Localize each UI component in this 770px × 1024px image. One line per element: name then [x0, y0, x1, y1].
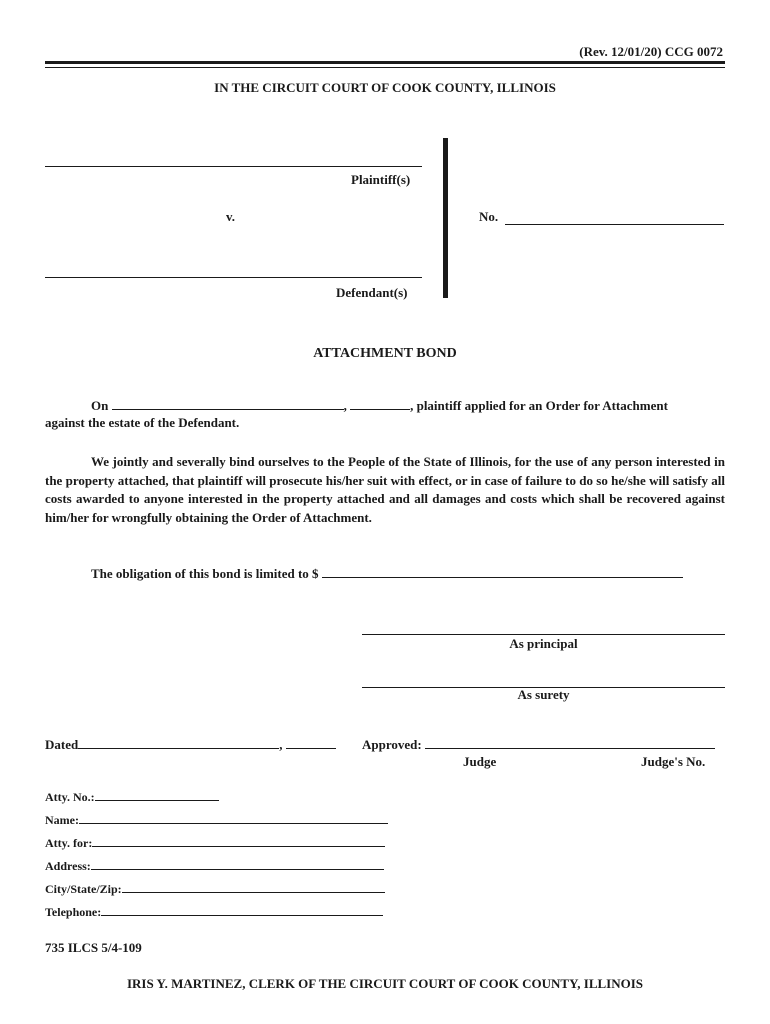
on-date-field[interactable] [112, 397, 344, 410]
address-field[interactable] [91, 857, 384, 870]
plaintiff-label: Plaintiff(s) [351, 172, 411, 187]
address-label: Address: [45, 859, 91, 873]
defendant-label: Defendant(s) [336, 285, 408, 300]
name-row [45, 811, 388, 827]
approved-label: Approved: [362, 737, 422, 752]
on-text: , plaintiff applied for an Order for Attachment [410, 398, 668, 413]
telephone-row [45, 903, 383, 919]
atty-no-field[interactable] [95, 788, 219, 801]
header-rule-thick [45, 61, 725, 64]
on-line [91, 397, 668, 414]
dated-comma: , [279, 737, 283, 752]
atty-for-label: Atty. for: [45, 836, 93, 850]
approved-judge-field[interactable] [425, 736, 715, 749]
plaintiff-field[interactable] [45, 166, 422, 167]
header-rule-thin [45, 67, 725, 68]
statute-reference: 735 ILCS 5/4-109 [45, 940, 142, 955]
city-state-zip-field[interactable] [122, 880, 385, 893]
case-number-label: No. [479, 209, 499, 224]
obligation-line [91, 565, 683, 582]
dated-field[interactable] [78, 736, 279, 749]
telephone-field[interactable] [101, 903, 383, 916]
name-field[interactable] [79, 811, 388, 824]
bond-paragraph: We jointly and severally bind ourselves to the People of the State of Illinois, for the use of any person interested in the property attached, that plaintiff will prosecute his/her suit with effect, or in case of failure to do so he/she will satisfy all costs awarded to anyone interested in the property attached and all damages and costs which shall be recovered against him/her for wrongfully obtaining the Order of Attachment. [45, 454, 725, 525]
judge-number-label: Judge's No. [641, 754, 706, 769]
atty-for-row [45, 834, 385, 850]
surety-label: As surety [517, 687, 570, 702]
dated-label: Dated [45, 737, 79, 752]
caption-divider [443, 138, 448, 298]
name-label: Name: [45, 813, 79, 827]
on-label: On [91, 398, 109, 413]
approved-line [362, 736, 715, 753]
court-heading: IN THE CIRCUIT COURT OF COOK COUNTY, ILLINOIS [214, 80, 556, 95]
on-text-continued: against the estate of the Defendant. [45, 415, 240, 430]
atty-no-label: Atty. No.: [45, 790, 95, 804]
defendant-field[interactable] [45, 277, 422, 278]
dated-line [45, 736, 336, 753]
obligation-label: The obligation of this bond is limited to $ [91, 566, 319, 581]
atty-no-row [45, 788, 219, 804]
telephone-label: Telephone: [45, 905, 102, 919]
principal-label: As principal [509, 636, 578, 651]
principal-signature-field[interactable] [362, 634, 725, 635]
on-separator: , [343, 398, 347, 413]
city-state-zip-row [45, 880, 385, 896]
clerk-footer: IRIS Y. MARTINEZ, CLERK OF THE CIRCUIT COURT OF COOK COUNTY, ILLINOIS [126, 976, 644, 991]
case-number-field[interactable] [505, 224, 724, 225]
versus-label: v. [226, 209, 236, 224]
form-revision: (Rev. 12/01/20) CCG 0072 [579, 44, 723, 59]
dated-year-field[interactable] [286, 736, 336, 749]
on-year-field[interactable] [350, 397, 410, 410]
document-title: ATTACHMENT BOND [313, 346, 457, 361]
atty-for-field[interactable] [92, 834, 385, 847]
obligation-amount-field[interactable] [322, 565, 683, 578]
judge-label: Judge [463, 754, 497, 769]
city-state-zip-label: City/State/Zip: [45, 882, 122, 896]
address-row [45, 857, 384, 873]
